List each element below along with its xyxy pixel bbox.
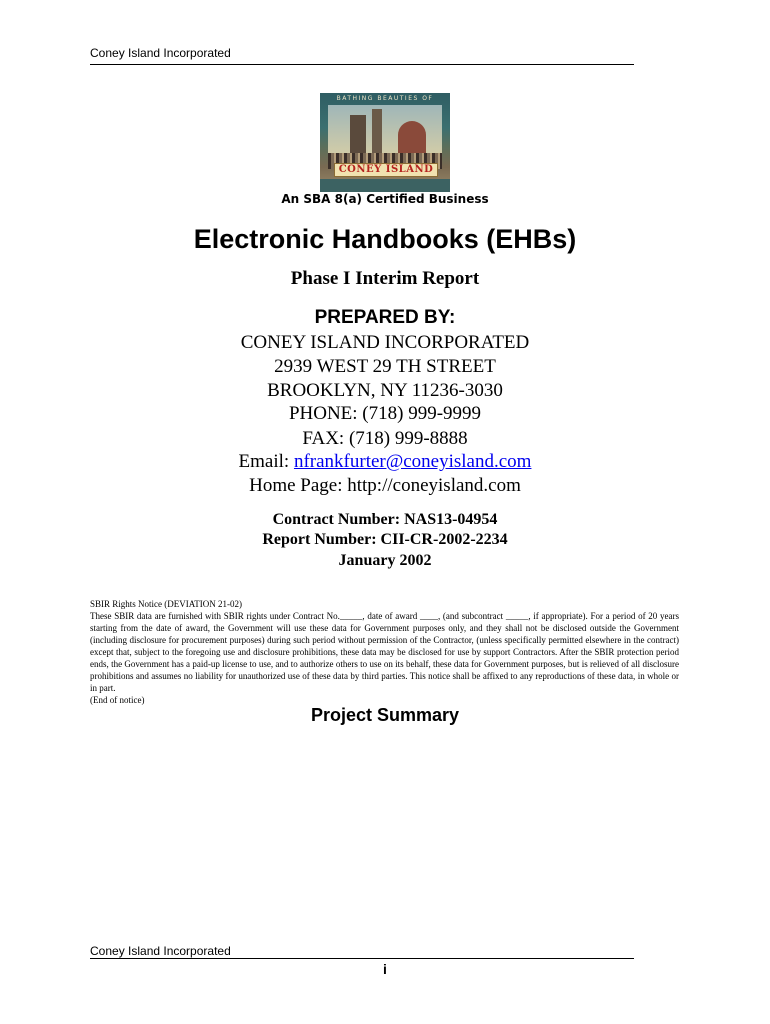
page-number: i <box>383 961 387 977</box>
document-subtitle: Phase I Interim Report <box>290 268 480 289</box>
header-divider <box>90 64 634 65</box>
prepared-by-email-line <box>0 451 770 473</box>
logo-base <box>320 179 450 192</box>
sbir-rights-notice <box>90 598 679 706</box>
report-date: January 2002 <box>338 552 432 569</box>
sba-tagline: An SBA 8(a) Certified Business <box>281 192 489 206</box>
contract-number: Contract Number: NAS13-04954 <box>272 511 498 528</box>
notice-heading: SBIR Rights Notice (DEVIATION 21-02) <box>90 599 242 609</box>
report-number: Report Number: CII-CR-2002-2234 <box>262 531 508 548</box>
coney-island-logo <box>320 93 450 192</box>
document-title: Electronic Handbooks (EHBs) <box>193 224 577 254</box>
prepared-by-street: 2939 WEST 29 TH STREET <box>274 356 496 377</box>
email-label: Email: <box>238 451 294 472</box>
notice-body: These SBIR data are furnished with SBIR rights under Contract No._____, date of award ____, (and subcontract _____, if appropriate). For a period of 20 years starting from the date of award, the Government will use these data for Government purposes only, and they shall not be disclosed outside the Government (including disclosure for procurement purposes) during such period without permission of the Contractor, (unless specifically permitted elsewhere in the contract) except that, subject to the foregoing use and disclosure prohibitions, these data may be disclosed for use by support Contractors. After the SBIR protection period ends, the Government has a paid-up license to use, and to authorize others to use on its behalf, these data for Government purposes, but is relieved of all disclosure prohibitions and assumes no liability for unauthorized use of these data by third parties. This notice shall be affixed to any reproductions of these data, in whole or in part. <box>90 611 679 693</box>
prepared-by-homepage: Home Page: http://coneyisland.com <box>249 475 521 496</box>
footer-divider <box>90 958 634 959</box>
project-summary-heading: Project Summary <box>310 705 460 725</box>
prepared-by-city: BROOKLYN, NY 11236-3030 <box>267 380 503 401</box>
page-footer-company: Coney Island Incorporated <box>90 944 231 958</box>
prepared-by-label: PREPARED BY: <box>314 307 456 328</box>
email-link[interactable]: nfrankfurter@coneyisland.com <box>293 451 532 472</box>
prepared-by-phone: PHONE: (718) 999-9999 <box>288 403 482 424</box>
prepared-by-company: CONEY ISLAND INCORPORATED <box>240 332 530 353</box>
notice-end: (End of notice) <box>90 695 145 705</box>
page-header-company: Coney Island Incorporated <box>90 46 231 60</box>
logo-arch-text: BATHING BEAUTIES OF <box>336 95 434 102</box>
logo-banner: CONEY ISLAND <box>334 163 438 177</box>
prepared-by-fax: FAX: (718) 999-8888 <box>302 428 468 449</box>
